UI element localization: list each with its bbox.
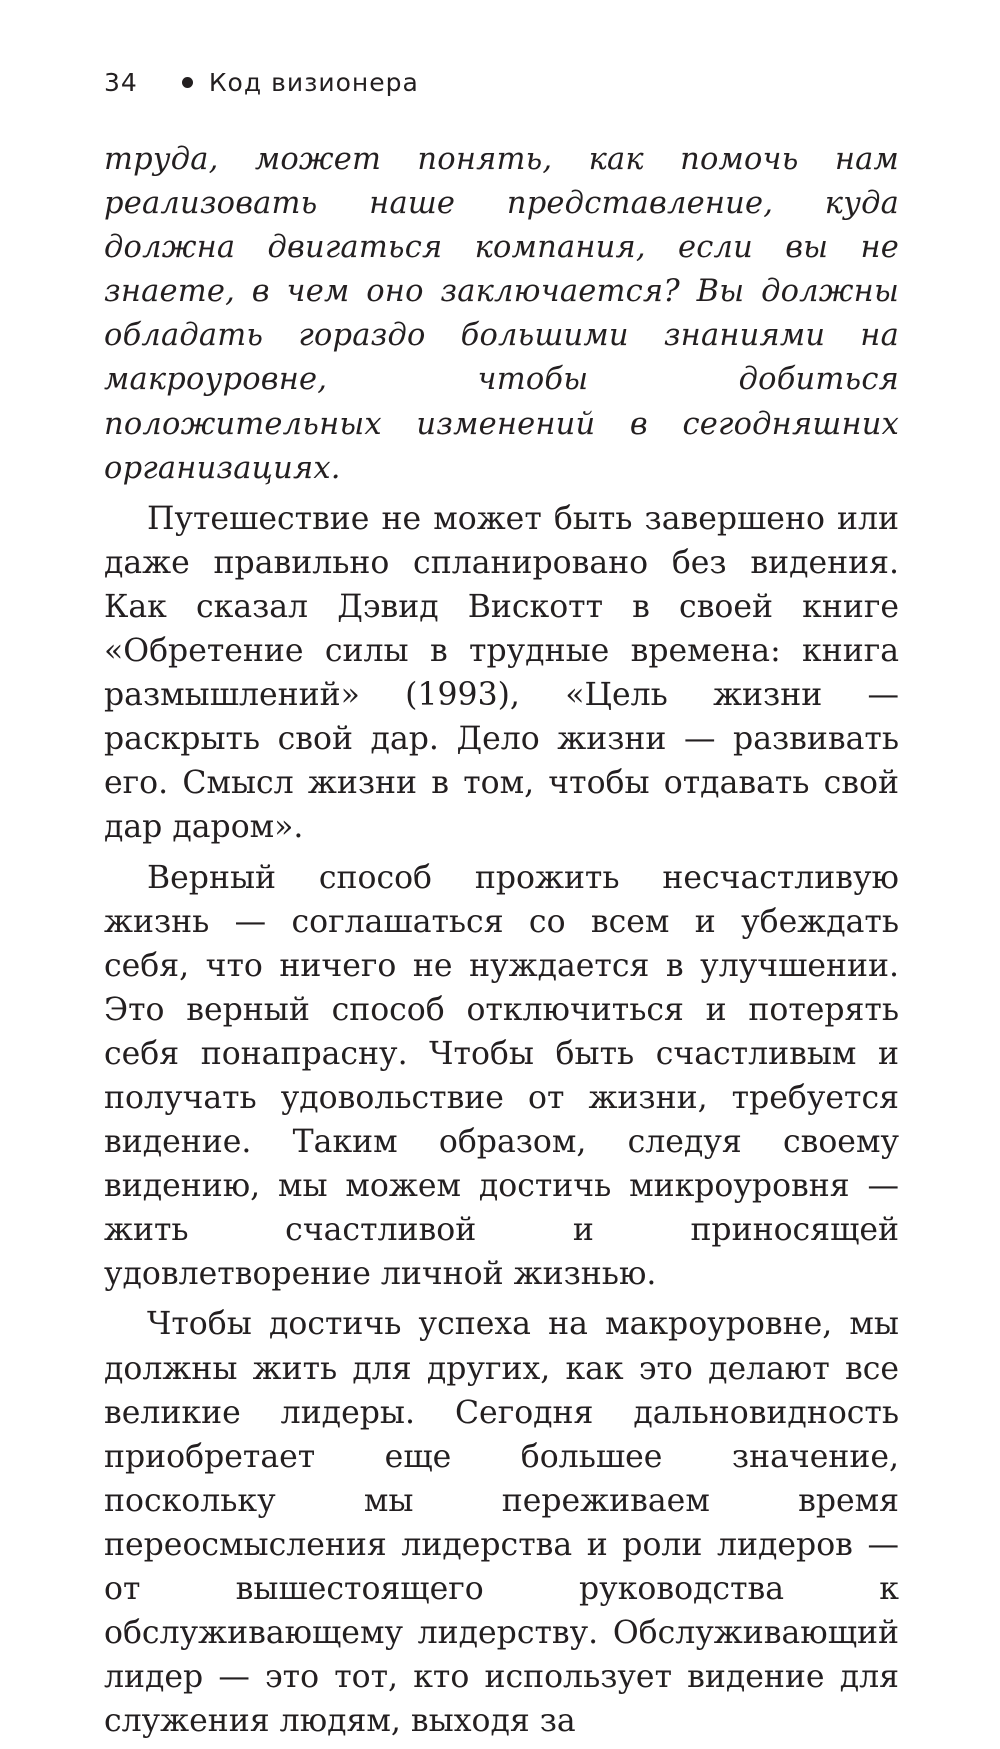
page-number: 34 [104,67,138,97]
running-head [104,64,419,100]
bullet-icon [182,77,193,88]
paragraph-italic-continuation: труда, может понять, как помочь нам реализовать наше представление, куда должна двигаться компания, если вы не знаете, в чем оно заключается? Вы должны обладать гораздо большими знаниями на макроуровне, чтобы добиться положительных изменений в сегодняшних организациях. [104,142,899,486]
paragraph: Путешествие не может быть завершено или даже правильно спланировано без видения. Как сказал Дэвид Вискотт в своей книге «Обретение силы в трудные времена: книга размышлений» (1993), «Цель жизни — раскрыть свой дар. Дело жизни — развивать его. Смысл жизни в том, чтобы отдавать свой дар даром». [104,500,899,846]
paragraph: Чтобы достичь успеха на макроуровне, мы должны жить для других, как это делают все великие лидеры. Сегодня дальновидность приобретает еще большее значение, поскольку мы переживаем время переосмысления лидерства и роли лидеров — от вышестоящего руководства к обслуживающему лидерству. Обслуживающий лидер — это тот, кто использует видение для служения людям, выходя за [104,1306,899,1740]
running-title: Код визионера [208,67,419,97]
paragraph: Верный способ прожить несчастливую жизнь — соглашаться со всем и убеждать себя, что ничего не нуждается в улучшении. Это верный способ отключиться и потерять себя понапрасну. Чтобы быть счастливым и получать удовольствие от жизни, требуется видение. Таким образом, следуя своему видению, мы можем достичь микроуровня — жить счастливой и приносящей удовлетворение личной жизнью. [104,859,899,1293]
body-text [104,138,899,1749]
